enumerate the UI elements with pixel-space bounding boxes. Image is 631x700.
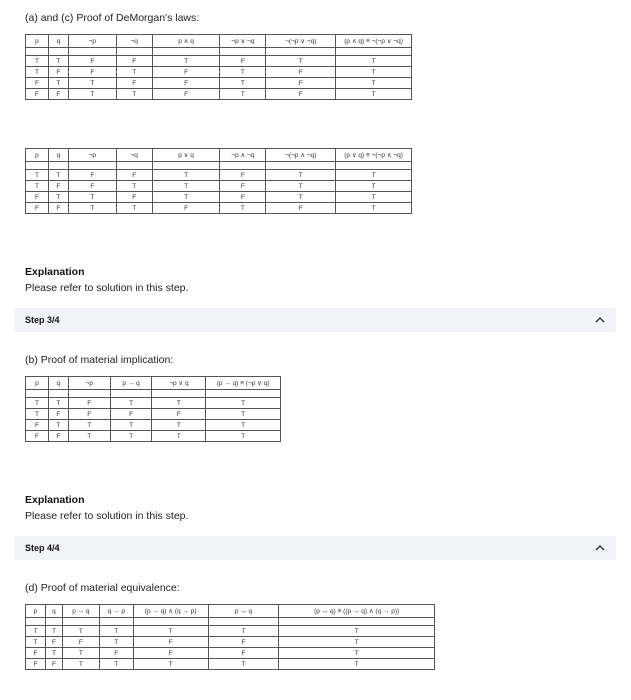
table-cell: F bbox=[68, 170, 116, 181]
table-cell: T bbox=[48, 56, 68, 67]
table-cell: T bbox=[336, 170, 412, 181]
column-header: ¬p bbox=[68, 149, 116, 162]
table-header-row bbox=[26, 149, 412, 162]
table-cell: T bbox=[26, 56, 49, 67]
column-header: (p → q) ≡ (¬p ∨ q) bbox=[206, 377, 281, 390]
spacer-cell bbox=[99, 618, 133, 626]
spacer-cell bbox=[116, 162, 152, 170]
table-cell: T bbox=[133, 659, 208, 670]
chevron-up-icon[interactable] bbox=[594, 542, 606, 554]
spacer-cell bbox=[26, 390, 49, 398]
table-cell: T bbox=[48, 398, 68, 409]
spacer-cell bbox=[336, 162, 412, 170]
truth-table-implication bbox=[25, 376, 281, 442]
table-cell: T bbox=[208, 626, 279, 637]
explanation-title: Explanation bbox=[25, 494, 85, 506]
table-cell: T bbox=[68, 89, 116, 100]
table-cell: T bbox=[68, 203, 116, 214]
table-spacer-row bbox=[26, 390, 281, 398]
spacer-cell bbox=[26, 162, 49, 170]
table-cell: T bbox=[279, 626, 435, 637]
table-cell: T bbox=[45, 648, 62, 659]
table-cell: T bbox=[266, 170, 336, 181]
table-cell: T bbox=[336, 203, 412, 214]
table-cell: F bbox=[48, 203, 68, 214]
table-cell: T bbox=[68, 78, 116, 89]
table-cell: T bbox=[110, 431, 152, 442]
table-cell: T bbox=[152, 398, 206, 409]
spacer-cell bbox=[266, 162, 336, 170]
column-header: p ∧ q bbox=[152, 35, 220, 48]
table-cell: T bbox=[26, 626, 46, 637]
table-cell: F bbox=[68, 56, 116, 67]
table-header-row bbox=[26, 377, 281, 390]
column-header: p bbox=[26, 35, 49, 48]
section-heading-equivalence: (d) Proof of material equivalence: bbox=[25, 582, 180, 594]
spacer-cell bbox=[279, 618, 435, 626]
truth-table-demorgan-and bbox=[25, 34, 412, 100]
truth-table-demorgan-or bbox=[25, 148, 412, 214]
table-cell: T bbox=[220, 203, 266, 214]
table-cell: F bbox=[26, 648, 46, 659]
section-heading-demorgan: (a) and (c) Proof of DeMorgan's laws: bbox=[25, 12, 200, 24]
table-cell: F bbox=[152, 78, 220, 89]
step-3-label: Step 3/4 bbox=[25, 315, 60, 325]
table-cell: F bbox=[220, 192, 266, 203]
column-header: ¬p ∨ q bbox=[152, 377, 206, 390]
column-header: p → q bbox=[110, 377, 152, 390]
table-cell: T bbox=[62, 659, 99, 670]
table-row bbox=[26, 192, 412, 203]
table-cell: T bbox=[152, 181, 220, 192]
column-header: ¬(¬p ∨ ¬q) bbox=[266, 35, 336, 48]
table-cell: T bbox=[45, 626, 62, 637]
table-cell: T bbox=[208, 659, 279, 670]
spacer-cell bbox=[152, 162, 220, 170]
table-row bbox=[26, 181, 412, 192]
table-cell: T bbox=[62, 626, 99, 637]
table-cell: T bbox=[336, 78, 412, 89]
table-cell: T bbox=[152, 170, 220, 181]
table-cell: F bbox=[152, 409, 206, 420]
column-header: ¬(¬p ∧ ¬q) bbox=[266, 149, 336, 162]
table-cell: F bbox=[48, 89, 68, 100]
explanation-title: Explanation bbox=[25, 266, 85, 278]
table-cell: F bbox=[110, 409, 152, 420]
table-cell: T bbox=[266, 181, 336, 192]
table-cell: F bbox=[26, 431, 49, 442]
spacer-cell bbox=[48, 48, 68, 56]
table-cell: T bbox=[152, 56, 220, 67]
table-cell: F bbox=[48, 67, 68, 78]
table-cell: T bbox=[152, 431, 206, 442]
table-cell: T bbox=[266, 192, 336, 203]
table-cell: F bbox=[116, 56, 152, 67]
table-cell: T bbox=[133, 626, 208, 637]
table-cell: F bbox=[208, 648, 279, 659]
table-row bbox=[26, 659, 435, 670]
table-cell: T bbox=[279, 659, 435, 670]
table-cell: F bbox=[45, 637, 62, 648]
column-header: q bbox=[48, 35, 68, 48]
spacer-cell bbox=[152, 390, 206, 398]
table-cell: T bbox=[152, 192, 220, 203]
table-cell: F bbox=[266, 203, 336, 214]
spacer-cell bbox=[208, 618, 279, 626]
table-cell: T bbox=[68, 192, 116, 203]
table-cell: T bbox=[48, 170, 68, 181]
table-cell: T bbox=[68, 420, 110, 431]
spacer-cell bbox=[206, 390, 281, 398]
column-header: p bbox=[26, 605, 46, 618]
spacer-cell bbox=[62, 618, 99, 626]
table-cell: F bbox=[26, 78, 49, 89]
column-header: ¬p ∧ ¬q bbox=[220, 149, 266, 162]
table-cell: F bbox=[208, 637, 279, 648]
column-header: ¬p bbox=[68, 35, 116, 48]
table-cell: F bbox=[266, 89, 336, 100]
column-header: q → p bbox=[99, 605, 133, 618]
spacer-cell bbox=[266, 48, 336, 56]
table-cell: T bbox=[48, 420, 68, 431]
table-cell: T bbox=[26, 637, 46, 648]
table-cell: F bbox=[133, 648, 208, 659]
table-cell: F bbox=[48, 431, 68, 442]
table-spacer-row bbox=[26, 48, 412, 56]
table-cell: T bbox=[99, 659, 133, 670]
column-header: (p ∨ q) ≡ ¬(¬p ∧ ¬q) bbox=[336, 149, 412, 162]
spacer-cell bbox=[68, 48, 116, 56]
spacer-cell bbox=[336, 48, 412, 56]
table-cell: T bbox=[220, 78, 266, 89]
table-cell: T bbox=[110, 398, 152, 409]
column-header: ¬q bbox=[116, 35, 152, 48]
table-cell: T bbox=[48, 192, 68, 203]
column-header: p bbox=[26, 377, 49, 390]
spacer-cell bbox=[110, 390, 152, 398]
spacer-cell bbox=[220, 48, 266, 56]
spacer-cell bbox=[26, 618, 46, 626]
table-cell: F bbox=[133, 637, 208, 648]
spacer-cell bbox=[133, 618, 208, 626]
table-cell: T bbox=[26, 170, 49, 181]
table-row bbox=[26, 420, 281, 431]
table-cell: T bbox=[99, 637, 133, 648]
table-cell: T bbox=[220, 67, 266, 78]
table-cell: T bbox=[99, 626, 133, 637]
table-cell: F bbox=[68, 409, 110, 420]
table-cell: F bbox=[220, 56, 266, 67]
table-cell: F bbox=[68, 398, 110, 409]
spacer-cell bbox=[68, 390, 110, 398]
spacer-cell bbox=[45, 618, 62, 626]
table-cell: T bbox=[116, 203, 152, 214]
explanation-text: Please refer to solution in this step. bbox=[25, 510, 189, 522]
column-header: p bbox=[26, 149, 49, 162]
table-cell: F bbox=[48, 409, 68, 420]
table-cell: T bbox=[336, 192, 412, 203]
spacer-cell bbox=[68, 162, 116, 170]
table-cell: T bbox=[116, 67, 152, 78]
table-cell: T bbox=[26, 398, 49, 409]
column-header: p ↔ q bbox=[208, 605, 279, 618]
column-header: (p → q) ∧ (q → p) bbox=[133, 605, 208, 618]
table-spacer-row bbox=[26, 162, 412, 170]
table-cell: F bbox=[48, 181, 68, 192]
table-cell: T bbox=[336, 89, 412, 100]
table-header-row bbox=[26, 605, 435, 618]
column-header: q bbox=[48, 149, 68, 162]
spacer-cell bbox=[48, 390, 68, 398]
table-row bbox=[26, 398, 281, 409]
table-cell: F bbox=[62, 637, 99, 648]
table-cell: F bbox=[152, 89, 220, 100]
table-cell: T bbox=[26, 67, 49, 78]
column-header: p ∨ q bbox=[152, 149, 220, 162]
spacer-cell bbox=[152, 48, 220, 56]
table-spacer-row bbox=[26, 618, 435, 626]
table-row bbox=[26, 637, 435, 648]
table-cell: F bbox=[220, 181, 266, 192]
table-cell: T bbox=[68, 431, 110, 442]
explanation-text: Please refer to solution in this step. bbox=[25, 282, 189, 294]
table-cell: T bbox=[279, 637, 435, 648]
step-3-header[interactable] bbox=[14, 308, 616, 332]
table-cell: F bbox=[68, 181, 116, 192]
table-cell: T bbox=[206, 431, 281, 442]
table-row bbox=[26, 170, 412, 181]
column-header: q bbox=[48, 377, 68, 390]
spacer-cell bbox=[26, 48, 49, 56]
table-row bbox=[26, 409, 281, 420]
table-cell: T bbox=[48, 78, 68, 89]
table-cell: F bbox=[26, 203, 49, 214]
table-cell: F bbox=[26, 192, 49, 203]
column-header: ¬p ∨ ¬q bbox=[220, 35, 266, 48]
table-cell: T bbox=[206, 409, 281, 420]
table-header-row bbox=[26, 35, 412, 48]
column-header: (p ∧ q) ≡ ¬(¬p ∨ ¬q) bbox=[336, 35, 412, 48]
table-cell: F bbox=[116, 78, 152, 89]
column-header: (p ↔ q) ≡ ((p → q) ∧ (q → p)) bbox=[279, 605, 435, 618]
table-cell: F bbox=[26, 659, 46, 670]
table-cell: T bbox=[279, 648, 435, 659]
table-cell: F bbox=[26, 420, 49, 431]
table-cell: F bbox=[152, 67, 220, 78]
table-cell: T bbox=[336, 67, 412, 78]
truth-table-equivalence bbox=[25, 604, 435, 670]
section-heading-implication: (b) Proof of material implication: bbox=[25, 354, 174, 366]
table-cell: F bbox=[45, 659, 62, 670]
table-row bbox=[26, 648, 435, 659]
table-row bbox=[26, 78, 412, 89]
table-cell: F bbox=[220, 170, 266, 181]
table-cell: F bbox=[116, 170, 152, 181]
table-cell: T bbox=[116, 181, 152, 192]
table-cell: T bbox=[336, 56, 412, 67]
table-row bbox=[26, 203, 412, 214]
table-row bbox=[26, 626, 435, 637]
spacer-cell bbox=[116, 48, 152, 56]
spacer-cell bbox=[220, 162, 266, 170]
table-cell: T bbox=[206, 398, 281, 409]
table-cell: T bbox=[26, 409, 49, 420]
table-row bbox=[26, 56, 412, 67]
table-cell: F bbox=[266, 78, 336, 89]
table-cell: T bbox=[336, 181, 412, 192]
table-cell: T bbox=[152, 420, 206, 431]
table-cell: T bbox=[116, 89, 152, 100]
table-cell: T bbox=[206, 420, 281, 431]
column-header: q bbox=[45, 605, 62, 618]
table-cell: T bbox=[220, 89, 266, 100]
table-row bbox=[26, 67, 412, 78]
table-row bbox=[26, 431, 281, 442]
table-cell: F bbox=[116, 192, 152, 203]
spacer-cell bbox=[48, 162, 68, 170]
table-cell: F bbox=[266, 67, 336, 78]
column-header: ¬p bbox=[68, 377, 110, 390]
table-cell: F bbox=[26, 89, 49, 100]
table-cell: F bbox=[152, 203, 220, 214]
table-cell: T bbox=[266, 56, 336, 67]
table-cell: T bbox=[26, 181, 49, 192]
table-cell: T bbox=[62, 648, 99, 659]
step-4-label: Step 4/4 bbox=[25, 543, 60, 553]
table-row bbox=[26, 89, 412, 100]
column-header: p → q bbox=[62, 605, 99, 618]
table-cell: T bbox=[110, 420, 152, 431]
table-cell: F bbox=[68, 67, 116, 78]
chevron-up-icon[interactable] bbox=[594, 314, 606, 326]
step-4-header[interactable] bbox=[14, 536, 616, 560]
column-header: ¬q bbox=[116, 149, 152, 162]
table-cell: F bbox=[99, 648, 133, 659]
